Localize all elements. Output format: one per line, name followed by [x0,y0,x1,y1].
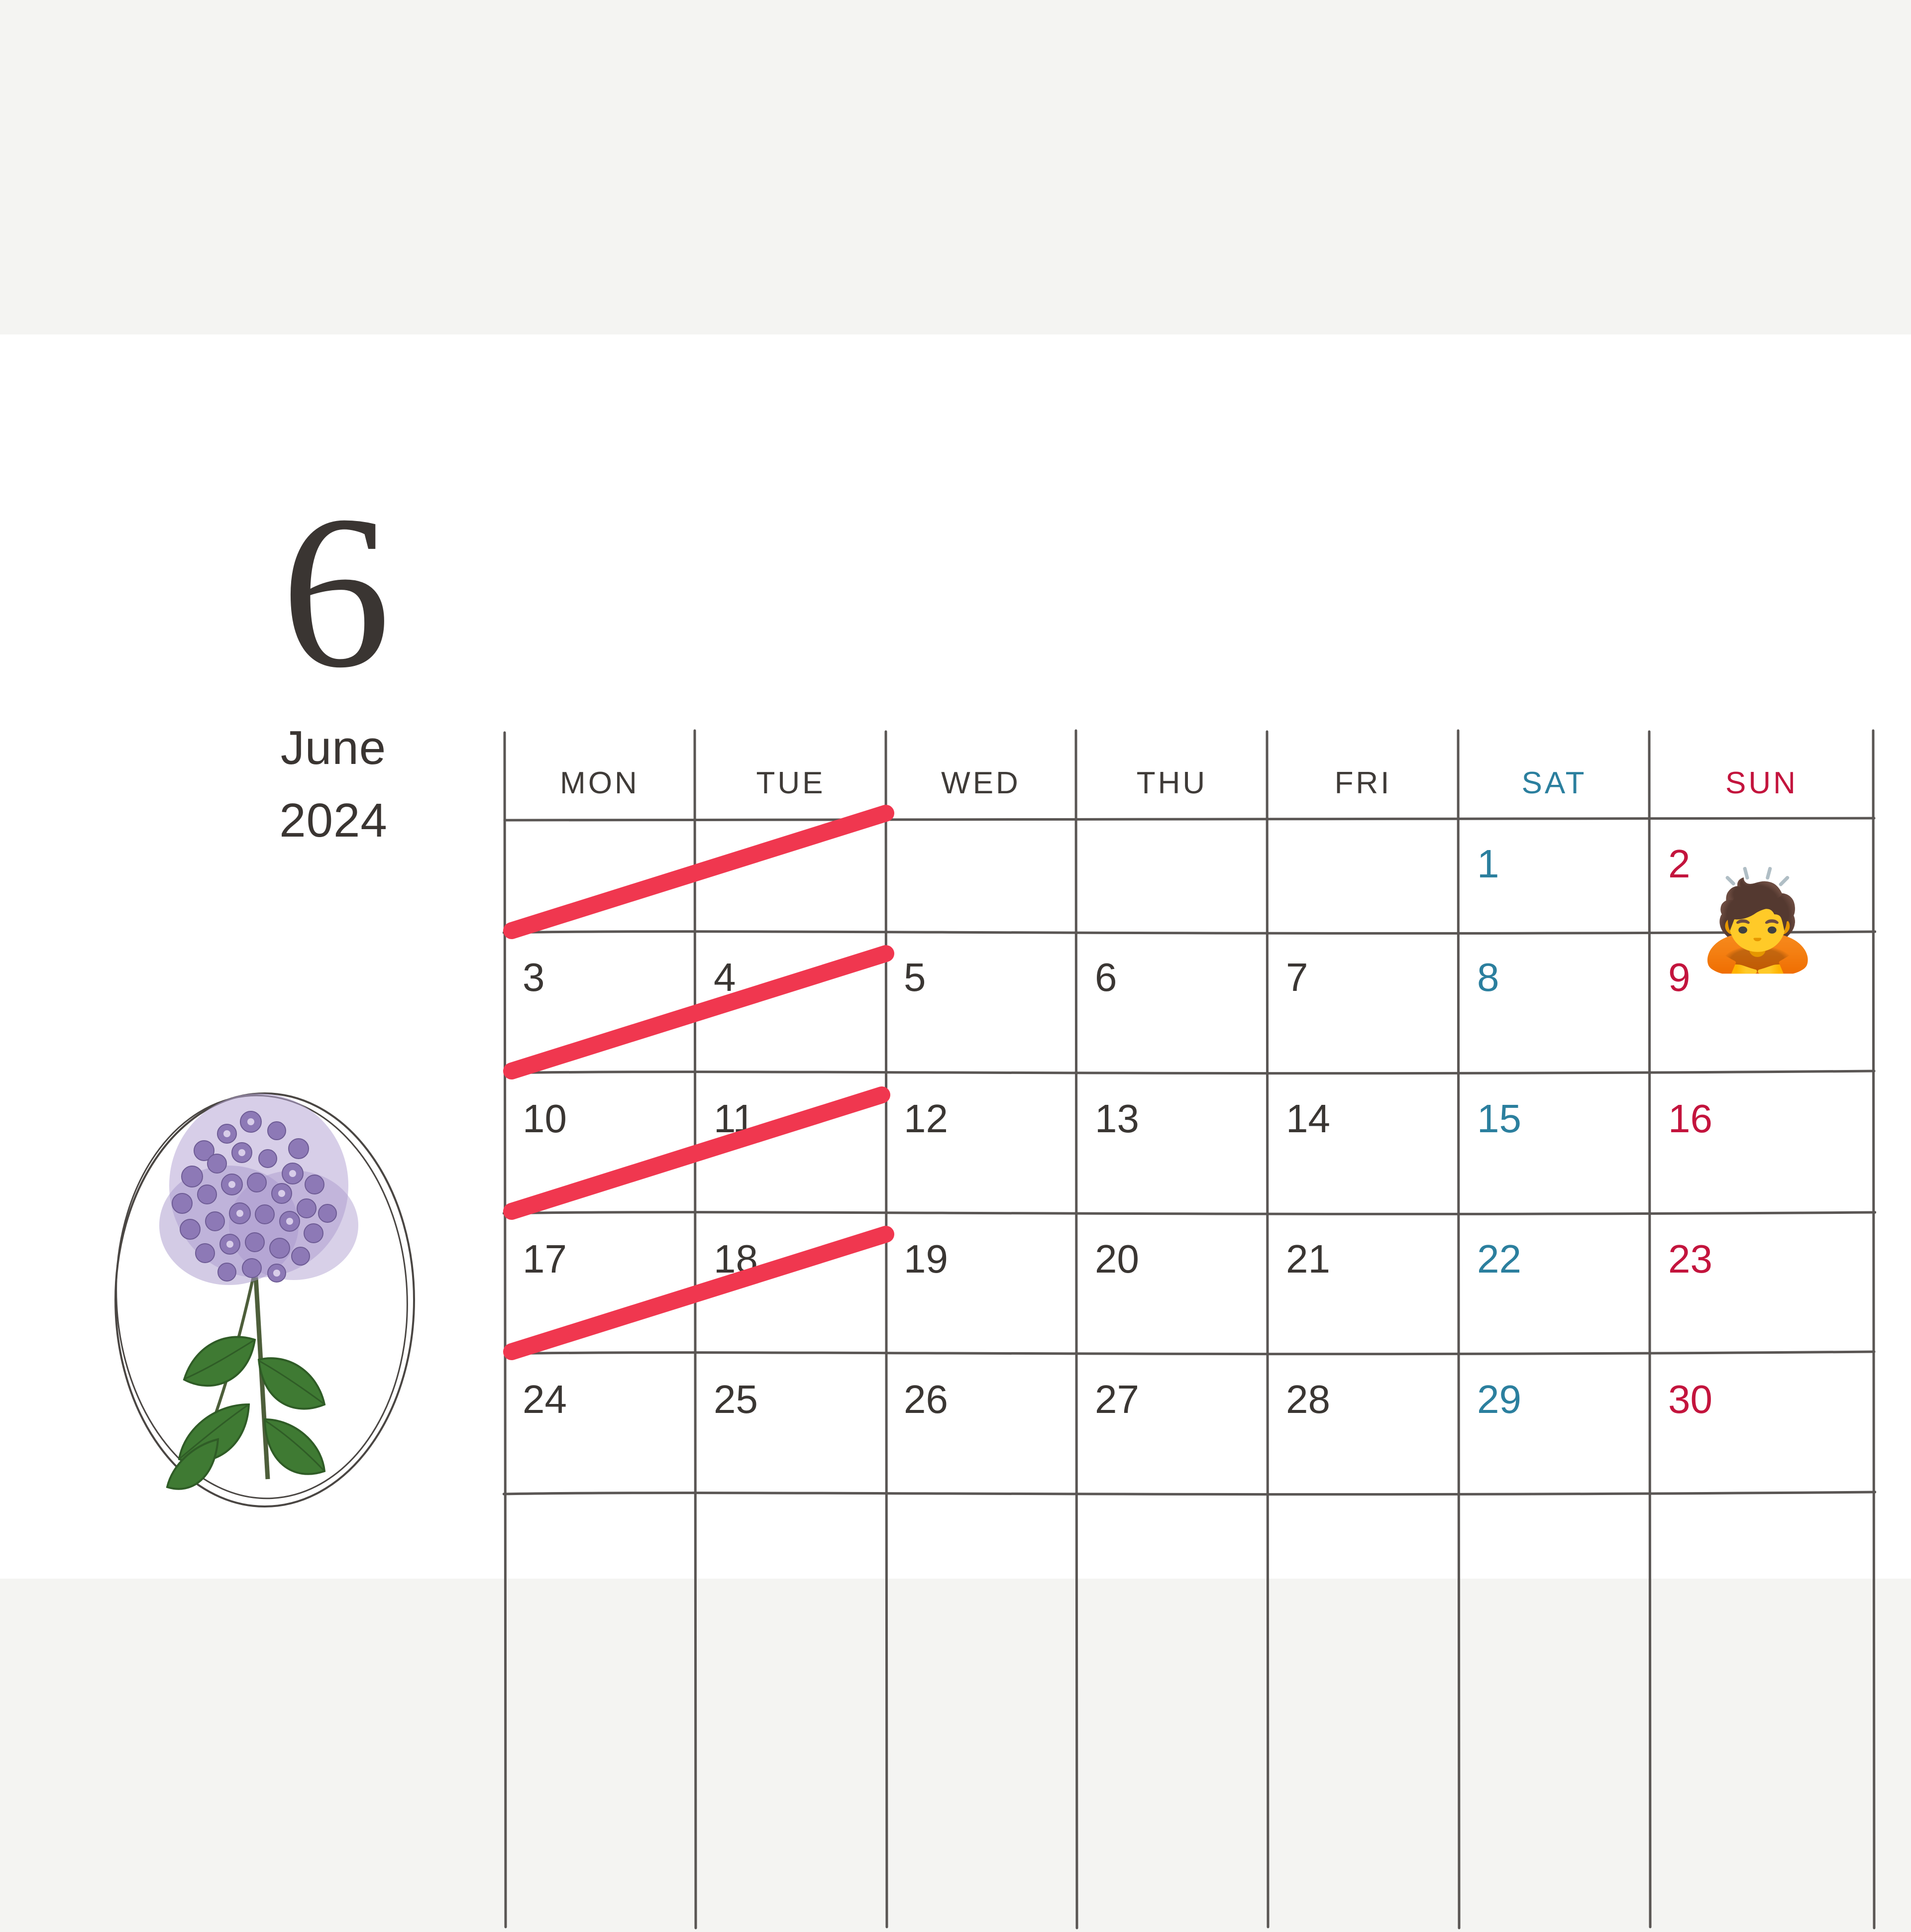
month-name-label: June [280,721,387,774]
weekday-header-sat: SAT [1521,766,1587,800]
person-bowing-emoji: 🙇 [1697,866,1818,974]
day-cell-3[interactable]: 3 [523,955,545,999]
day-cell-16[interactable]: 16 [1668,1096,1712,1141]
day-cell-4[interactable]: 4 [714,955,736,999]
weekday-header-fri: FRI [1334,766,1392,800]
weekday-header-mon: MON [560,766,639,800]
day-cell-20[interactable]: 20 [1095,1237,1139,1281]
calendar-grid [503,728,1876,1932]
day-cell-17[interactable]: 17 [523,1237,567,1281]
day-cell-19[interactable]: 19 [904,1237,948,1281]
month-title-block [164,471,503,848]
day-cell-28[interactable]: 28 [1286,1377,1330,1421]
day-cell-7[interactable]: 7 [1286,955,1308,999]
day-cell-12[interactable]: 12 [904,1096,948,1141]
year-label: 2024 [279,794,388,847]
day-cell-26[interactable]: 26 [904,1377,948,1421]
day-cell-22[interactable]: 22 [1477,1237,1521,1281]
day-cell-10[interactable]: 10 [523,1096,567,1141]
day-cell-23[interactable]: 23 [1668,1237,1712,1281]
day-cell-6[interactable]: 6 [1095,955,1117,999]
big-month-number: 6 [281,471,386,713]
weekday-header-sun: SUN [1725,766,1798,800]
day-cell-15[interactable]: 15 [1477,1096,1521,1141]
day-cell-2[interactable]: 2 [1668,842,1691,886]
grid-lines [503,728,1876,1932]
day-cell-1[interactable]: 1 [1477,842,1499,886]
day-cell-11[interactable]: 11 [714,1096,755,1141]
day-cell-5[interactable]: 5 [904,955,926,999]
weekday-header-thu: THU [1136,766,1208,800]
weekday-header-wed: WED [941,766,1021,800]
day-cell-30[interactable]: 30 [1668,1377,1712,1421]
day-cell-29[interactable]: 29 [1477,1377,1521,1421]
calendar-card [0,334,1911,1579]
day-cell-18[interactable]: 18 [714,1237,758,1281]
day-cell-8[interactable]: 8 [1477,955,1499,999]
day-cell-14[interactable]: 14 [1286,1096,1330,1141]
day-cell-13[interactable]: 13 [1095,1096,1139,1141]
day-cell-25[interactable]: 25 [714,1377,758,1421]
lilac-branch-drawing [80,1061,448,1539]
day-cell-24[interactable]: 24 [523,1377,567,1421]
day-cell-21[interactable]: 21 [1286,1237,1330,1281]
day-cell-27[interactable]: 27 [1095,1377,1139,1421]
weekday-header-tue: TUE [756,766,826,800]
day-cell-9[interactable]: 9 [1668,955,1691,999]
